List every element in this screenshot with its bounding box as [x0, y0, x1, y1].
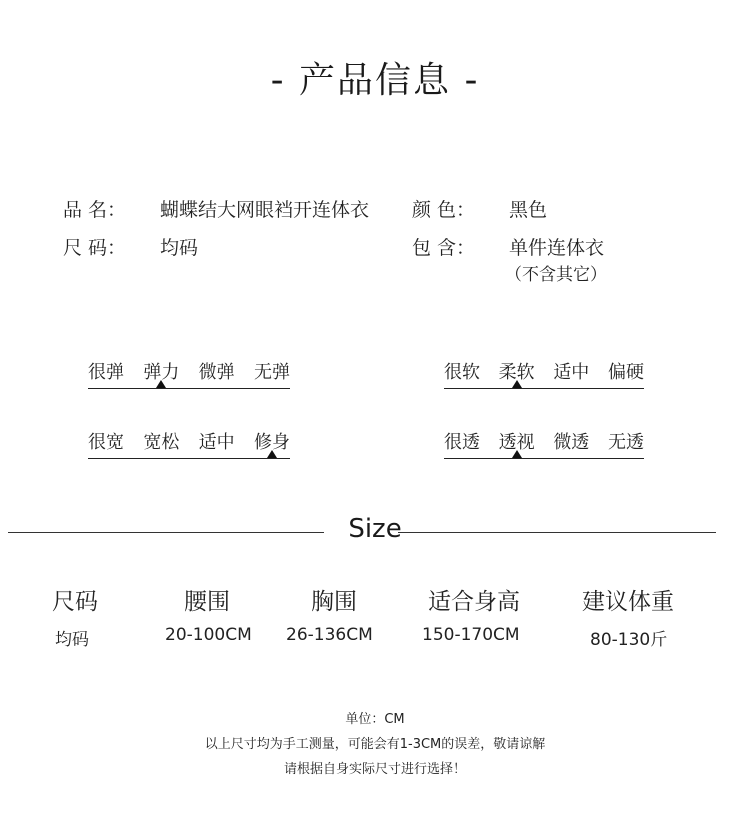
- size-header: 适合身高: [428, 589, 520, 615]
- scale-option: 柔软: [498, 362, 535, 383]
- selection-marker-icon: [512, 450, 522, 458]
- measurement-note: 以上尺寸均为手工测量，可能会有1-3CM的误差，敬请谅解: [204, 737, 546, 752]
- scale-option: 很透: [444, 432, 480, 453]
- size-header: 胸围: [311, 589, 357, 615]
- size-heading: Size: [348, 514, 402, 544]
- fit-scale: [88, 428, 290, 454]
- scale-option: 透视: [498, 432, 535, 453]
- scale-line: [444, 388, 644, 389]
- scale-line: [88, 458, 290, 459]
- softness-scale: [444, 358, 644, 384]
- scale-option: 宽松: [143, 432, 180, 453]
- size-label: 尺 码：: [63, 237, 127, 259]
- selection-marker-icon: [267, 450, 277, 458]
- scale-option: 偏硬: [607, 362, 644, 383]
- selection-note: 请根据自身实际尺寸进行选择！: [283, 762, 466, 777]
- name-value: 蝴蝶结大网眼裆开连体衣: [160, 199, 370, 221]
- scale-line: [88, 388, 290, 389]
- name-label: 品 名：: [63, 199, 127, 221]
- size-header: 腰围: [184, 589, 230, 615]
- scale-option: 适中: [198, 432, 235, 453]
- size-cell: 20-100CM: [165, 625, 252, 645]
- contents-note: （不含其它）: [505, 265, 607, 285]
- color-value: 黑色: [509, 199, 548, 221]
- size-cell: 150-170CM: [422, 625, 520, 645]
- scale-line: [444, 458, 644, 459]
- selection-marker-icon: [156, 380, 166, 388]
- scale-option: 弹力: [143, 362, 180, 383]
- size-value: 均码: [160, 237, 199, 259]
- contents-label: 包 含：: [412, 237, 476, 259]
- transparency-scale: [444, 428, 644, 454]
- scale-option: 很弹: [88, 362, 124, 383]
- size-header: 建议体重: [582, 589, 674, 615]
- scale-option: 修身: [253, 432, 290, 453]
- size-cell: 80-130斤: [590, 630, 668, 650]
- page-title: - 产品信息 -: [270, 60, 480, 101]
- scale-option: 适中: [553, 362, 590, 383]
- scale-option: 很软: [444, 362, 480, 383]
- scale-option: 无弹: [253, 362, 290, 383]
- scale-option: 微弹: [198, 362, 235, 383]
- unit-note: 单位：CM: [345, 712, 405, 727]
- size-header: 尺码: [52, 589, 98, 615]
- selection-marker-icon: [512, 380, 522, 388]
- scale-option: 微透: [553, 432, 590, 453]
- elasticity-scale: [88, 358, 290, 384]
- size-cell: 均码: [55, 630, 89, 650]
- contents-value: 单件连体衣: [509, 237, 605, 259]
- size-cell: 26-136CM: [286, 625, 373, 645]
- color-label: 颜 色：: [412, 199, 476, 221]
- scale-option: 无透: [607, 432, 644, 453]
- scale-option: 很宽: [88, 432, 124, 453]
